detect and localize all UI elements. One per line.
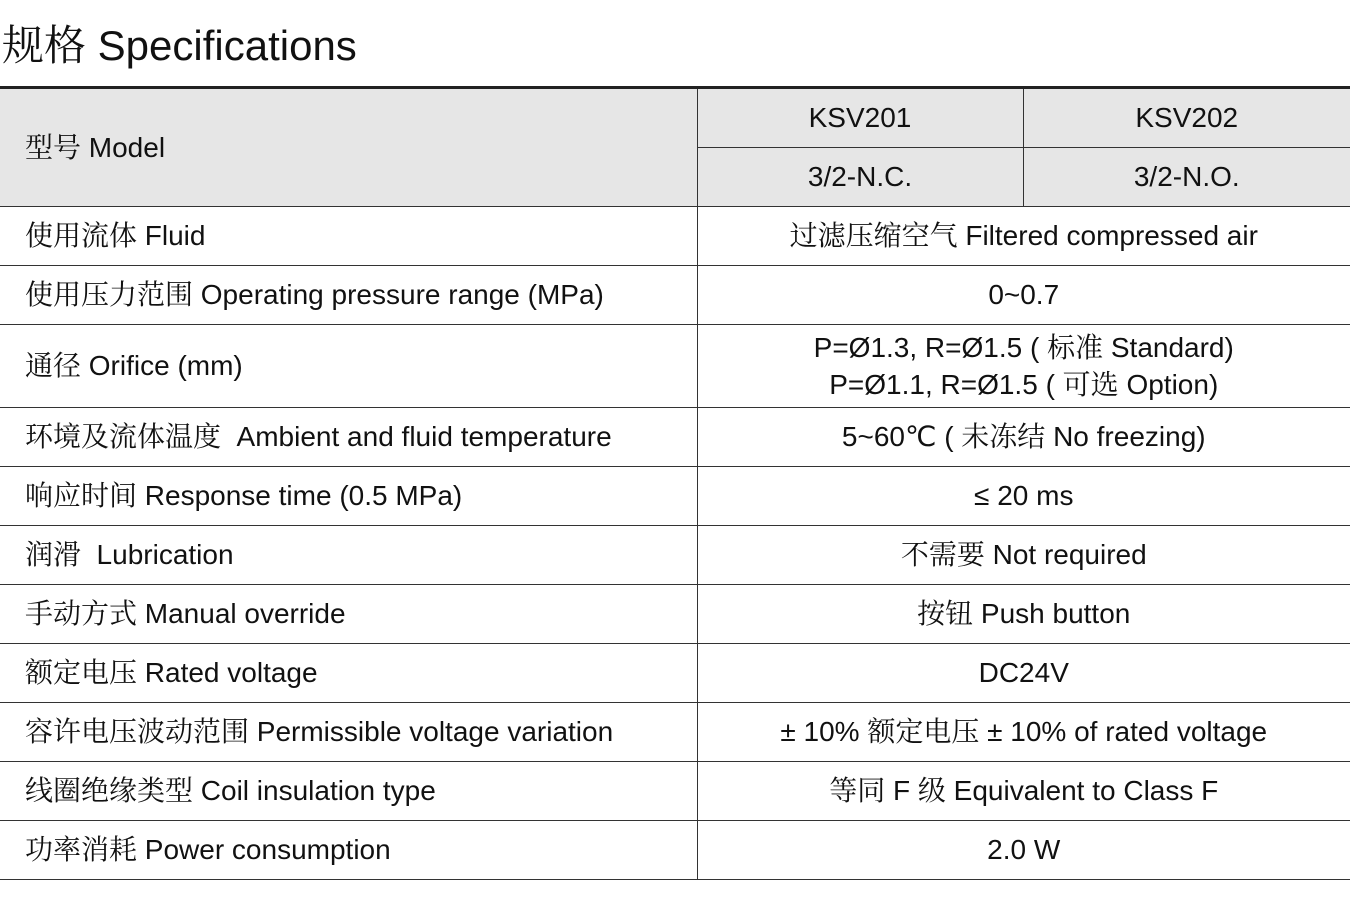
table-row xyxy=(0,585,1350,644)
orifice-value xyxy=(697,325,1350,408)
model-type-ksv202: 3/2-N.O. xyxy=(1023,148,1350,207)
temperature-label: 环境及流体温度 Ambient and fluid temperature xyxy=(0,408,697,467)
lubrication-label: 润滑 Lubrication xyxy=(0,526,697,585)
manual-override-value: 按钮 Push button xyxy=(697,585,1350,644)
table-row xyxy=(0,703,1350,762)
table-row xyxy=(0,526,1350,585)
orifice-option: P=Ø1.1, R=Ø1.5 ( 可选 Option) xyxy=(829,369,1219,400)
lubrication-value: 不需要 Not required xyxy=(697,526,1350,585)
coil-insulation-value: 等同 F 级 Equivalent to Class F xyxy=(697,762,1350,821)
table-row xyxy=(0,325,1350,408)
table-row xyxy=(0,821,1350,880)
voltage-variation-value: ± 10% 额定电压 ± 10% of rated voltage xyxy=(697,703,1350,762)
table-row xyxy=(0,467,1350,526)
temperature-value: 5~60℃ ( 未冻结 No freezing) xyxy=(697,408,1350,467)
model-name-ksv202: KSV202 xyxy=(1023,88,1350,148)
manual-override-label: 手动方式 Manual override xyxy=(0,585,697,644)
specifications-table xyxy=(0,86,1350,880)
power-consumption-value: 2.0 W xyxy=(697,821,1350,880)
pressure-range-label: 使用压力范围 Operating pressure range (MPa) xyxy=(0,266,697,325)
orifice-standard: P=Ø1.3, R=Ø1.5 ( 标准 Standard) xyxy=(813,332,1234,363)
voltage-variation-label: 容许电压波动范围 Permissible voltage variation xyxy=(0,703,697,762)
table-row xyxy=(0,408,1350,467)
model-type-ksv201: 3/2-N.C. xyxy=(697,148,1023,207)
table-row xyxy=(0,762,1350,821)
fluid-label: 使用流体 Fluid xyxy=(0,207,697,266)
table-row xyxy=(0,207,1350,266)
coil-insulation-label: 线圈绝缘类型 Coil insulation type xyxy=(0,762,697,821)
orifice-label: 通径 Orifice (mm) xyxy=(0,325,697,408)
table-header-row xyxy=(0,88,1350,148)
response-time-value: ≤ 20 ms xyxy=(697,467,1350,526)
rated-voltage-label: 额定电压 Rated voltage xyxy=(0,644,697,703)
rated-voltage-value: DC24V xyxy=(697,644,1350,703)
response-time-label: 响应时间 Response time (0.5 MPa) xyxy=(0,467,697,526)
pressure-range-value: 0~0.7 xyxy=(697,266,1350,325)
fluid-value: 过滤压缩空气 Filtered compressed air xyxy=(697,207,1350,266)
table-row xyxy=(0,266,1350,325)
model-label: 型号 Model xyxy=(0,88,697,207)
page-title: 规格 Specifications xyxy=(2,22,357,69)
power-consumption-label: 功率消耗 Power consumption xyxy=(0,821,697,880)
model-name-ksv201: KSV201 xyxy=(697,88,1023,148)
table-row xyxy=(0,644,1350,703)
